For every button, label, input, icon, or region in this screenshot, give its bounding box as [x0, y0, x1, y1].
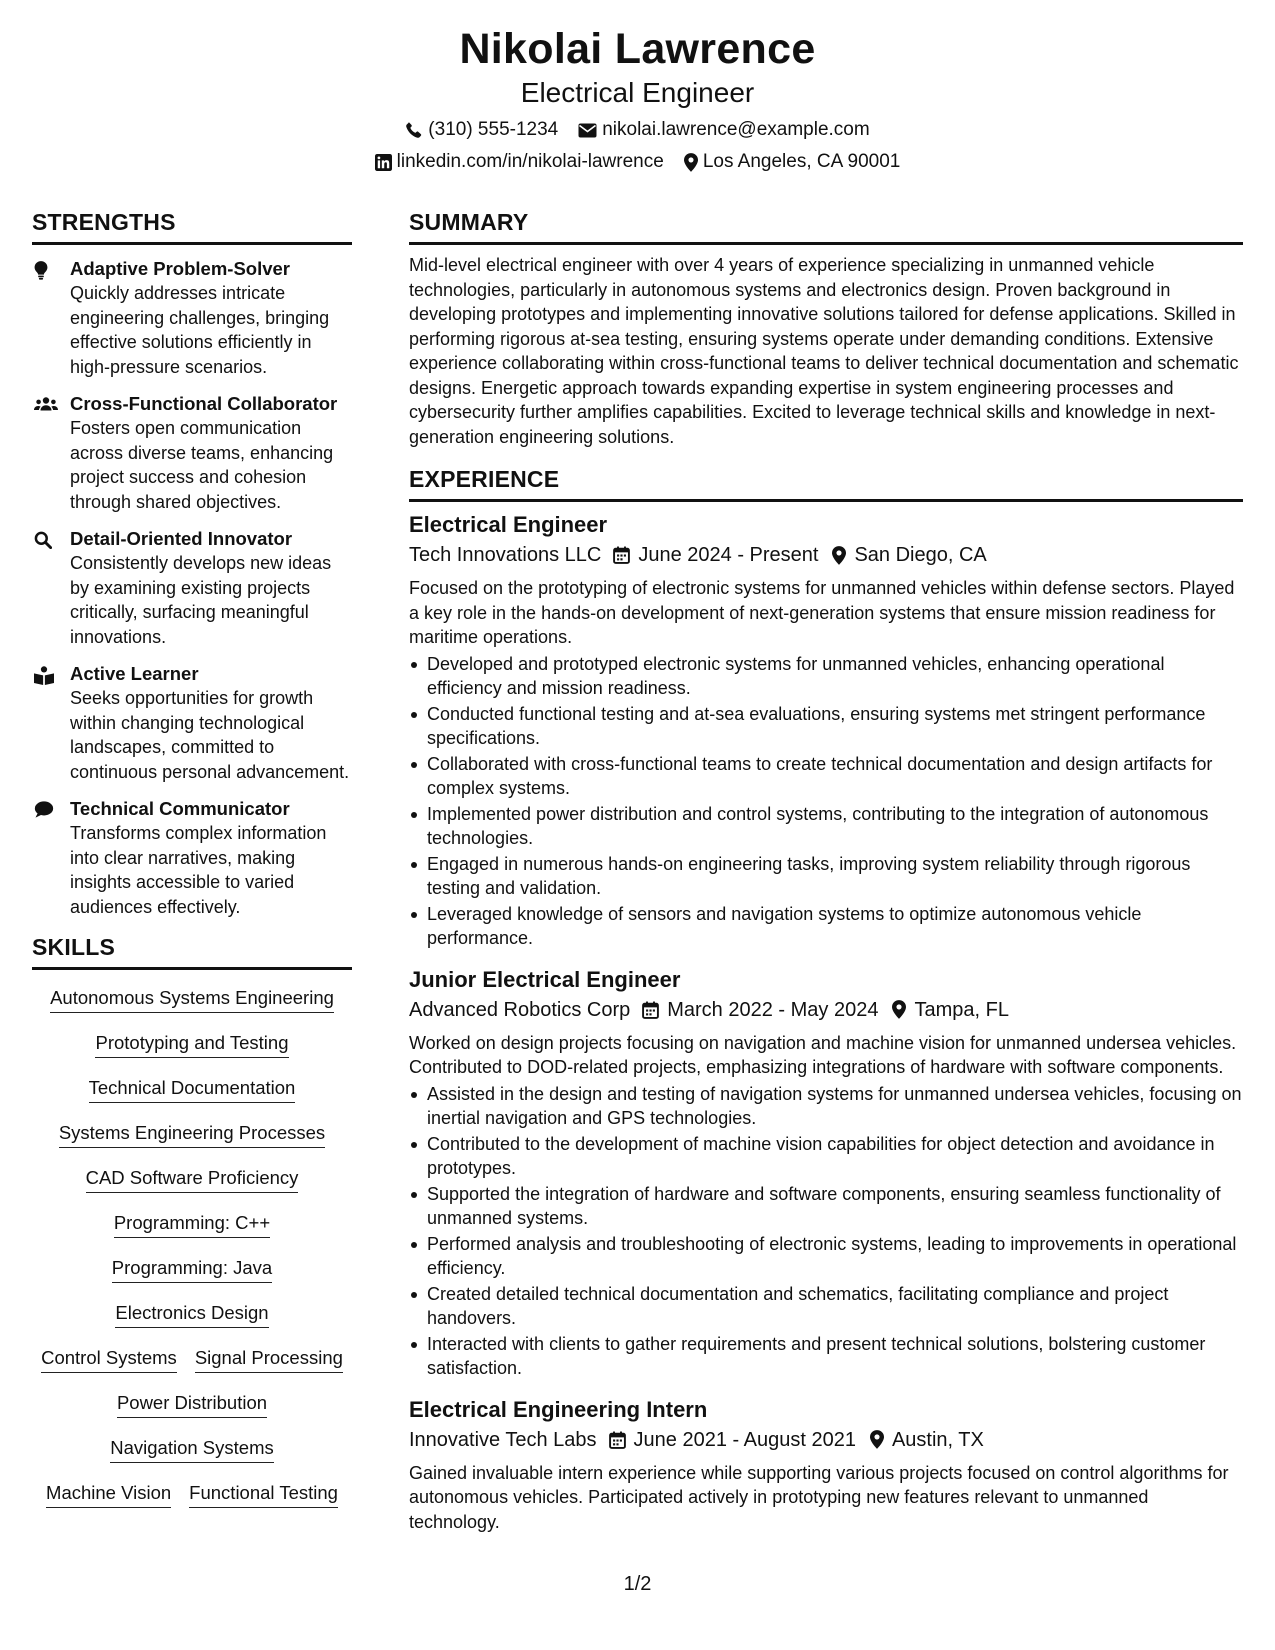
- book-reader-icon: [32, 662, 70, 690]
- skill-row: [32, 1293, 352, 1338]
- job-meta: [409, 996, 1243, 1024]
- strength-title: Adaptive Problem-Solver: [70, 258, 291, 279]
- skill-tag: Functional Testing: [189, 1481, 338, 1508]
- strength-title: Detail-Oriented Innovator: [70, 528, 293, 549]
- job-location: Austin, TX: [891, 1428, 984, 1451]
- job-bullet: Supported the integration of hardware and software components, ensuring seamless functionality of unmanned systems.: [409, 1182, 1243, 1231]
- phone-icon: [405, 121, 423, 139]
- job-description: Worked on design projects focusing on navigation and machine vision for unmanned undersea vehicles. Contributed to DOD-related projects, emphasizing integrations of hardware with software components.: [409, 1032, 1237, 1077]
- skill-tag: Control Systems: [41, 1346, 177, 1373]
- email-contact[interactable]: [578, 118, 869, 142]
- location-contact: [684, 150, 901, 174]
- map-marker-icon: [684, 153, 698, 172]
- linkedin-contact[interactable]: [375, 150, 664, 174]
- skill-tag: CAD Software Proficiency: [86, 1166, 299, 1193]
- strength-item: [32, 797, 352, 919]
- job-bullet: Conducted functional testing and at-sea evaluations, ensuring systems met stringent performance specifications.: [409, 702, 1243, 751]
- candidate-title: Electrical Engineer: [520, 77, 755, 108]
- job-company: Advanced Robotics Corp: [409, 998, 631, 1021]
- skill-row: [32, 1383, 352, 1428]
- summary-heading: SUMMARY: [409, 208, 1243, 245]
- job-bullet: Created detailed technical documentation and schematics, facilitating compliance and project handovers.: [409, 1282, 1243, 1331]
- skill-tag: Programming: Java: [112, 1256, 272, 1283]
- contact-row-2: [0, 150, 1275, 174]
- calendar-icon: [609, 1431, 626, 1449]
- skill-tag: Technical Documentation: [89, 1076, 296, 1103]
- email-text[interactable]: nikolai.lawrence@example.com: [602, 119, 870, 140]
- job-bullet: Performed analysis and troubleshooting of electronic systems, leading to improvements in operational efficiency.: [409, 1232, 1243, 1281]
- strength-desc: Fosters open communication across diverse teams, enhancing project success and cohesion through shared objectives.: [70, 418, 334, 512]
- job-dates: June 2024 - Present: [638, 544, 819, 566]
- linkedin-text[interactable]: linkedin.com/in/nikolai-lawrence: [396, 151, 664, 172]
- skill-row: [32, 1428, 352, 1473]
- strength-desc: Transforms complex information into clear narratives, making insights accessible to varied audiences effectively.: [70, 823, 327, 917]
- job-dates: June 2021 - August 2021: [633, 1428, 856, 1451]
- envelope-icon: [578, 123, 597, 138]
- skill-row: [32, 1473, 352, 1518]
- experience-heading: EXPERIENCE: [409, 465, 1243, 502]
- strength-item: [32, 392, 352, 514]
- job-meta: [409, 1426, 1243, 1454]
- skill-tag: Signal Processing: [195, 1346, 343, 1373]
- summary-text: Mid-level electrical engineer with over 4 years of experience specializing in unmanned vehicle technologies, particularly in autonomous systems and electronics design. Proven background in developing prototypes and implementing innovative solutions tailored for defense applications. Skilled in performing rigorous at-sea testing, ensuring systems operate under demanding conditions. Extensive experience collaborating within cross-functional teams to deliver technical documentation and schematic designs. Energetic approach towards expanding expertise in system engineering processes and cybersecurity further amplifies capabilities. Excited to leverage technical skills and knowledge in next-generation engineering solutions.: [409, 255, 1239, 447]
- comment-icon: [32, 797, 70, 823]
- strength-desc: Seeks opportunities for growth within changing technological landscapes, committed to continuous personal advancement.: [70, 688, 350, 782]
- job-bullet: Collaborated with cross-functional teams to create technical documentation and design artifacts for complex systems.: [409, 752, 1243, 801]
- phone-text: (310) 555-1234: [428, 119, 559, 140]
- job-meta: [409, 541, 1243, 569]
- job-bullets: [409, 1082, 1243, 1381]
- skills-list: [32, 978, 352, 1518]
- job-company: Innovative Tech Labs: [409, 1428, 597, 1451]
- skill-tag: Prototyping and Testing: [95, 1031, 288, 1058]
- strength-title: Active Learner: [70, 663, 199, 684]
- skill-tag: Machine Vision: [46, 1481, 171, 1508]
- skill-row: [32, 1248, 352, 1293]
- map-marker-icon: [832, 546, 846, 565]
- job-company: Tech Innovations LLC: [409, 544, 602, 566]
- calendar-icon: [613, 546, 630, 564]
- lightbulb-icon: [32, 257, 70, 285]
- map-marker-icon: [892, 1000, 906, 1019]
- job-title: Junior Electrical Engineer: [409, 966, 681, 992]
- skill-row: [32, 1068, 352, 1113]
- left-column: [32, 208, 352, 1518]
- contact-row-1: [0, 118, 1275, 142]
- job-bullet: Interacted with clients to gather requirements and present technical solutions, bolstering customer satisfaction.: [409, 1332, 1243, 1381]
- strength-title: Technical Communicator: [70, 798, 290, 819]
- job-bullet: Developed and prototyped electronic systems for unmanned vehicles, enhancing operational efficiency and mission readiness.: [409, 652, 1243, 701]
- skill-row: [32, 1158, 352, 1203]
- job-bullets: [409, 652, 1243, 951]
- skill-row: [32, 1203, 352, 1248]
- map-marker-icon: [870, 1430, 884, 1449]
- job-bullet: Engaged in numerous hands-on engineering tasks, improving system reliability through rigorous testing and validation.: [409, 852, 1243, 901]
- search-icon: [32, 527, 70, 554]
- strength-title: Cross-Functional Collaborator: [70, 393, 338, 414]
- skill-tag: Navigation Systems: [110, 1436, 273, 1463]
- users-icon: [32, 392, 70, 418]
- location-text: Los Angeles, CA 90001: [702, 151, 901, 172]
- skill-tag: Autonomous Systems Engineering: [50, 986, 334, 1013]
- job-entry: [409, 510, 1243, 951]
- skill-tag: Programming: C++: [114, 1211, 270, 1238]
- strength-item: [32, 527, 352, 649]
- job-bullet: Assisted in the design and testing of navigation systems for unmanned undersea vehicles, focusing on inertial navigation and GPS technologies.: [409, 1082, 1243, 1131]
- job-bullet: Contributed to the development of machine vision capabilities for object detection and avoidance in prototypes.: [409, 1132, 1243, 1181]
- job-location: Tampa, FL: [914, 998, 1009, 1021]
- job-entry: [409, 965, 1243, 1381]
- linkedin-icon: [375, 154, 392, 171]
- job-location: San Diego, CA: [854, 544, 987, 566]
- job-title: Electrical Engineering Intern: [409, 1396, 708, 1422]
- job-dates: March 2022 - May 2024: [667, 998, 879, 1021]
- candidate-name: Nikolai Lawrence: [459, 25, 816, 73]
- skill-row: [32, 978, 352, 1023]
- strength-item: [32, 257, 352, 379]
- skill-row: [32, 1338, 352, 1383]
- job-title: Electrical Engineer: [409, 512, 608, 537]
- job-entry: [409, 1395, 1243, 1535]
- calendar-icon: [642, 1001, 659, 1019]
- strength-desc: Consistently develops new ideas by examining existing projects critically, surfacing meaningful innovations.: [70, 553, 332, 647]
- skills-heading: SKILLS: [32, 933, 352, 970]
- skill-row: [32, 1023, 352, 1068]
- skill-tag: Systems Engineering Processes: [59, 1121, 325, 1148]
- phone-contact: [405, 118, 558, 142]
- strength-desc: Quickly addresses intricate engineering challenges, bringing effective solutions efficiently in high-pressure scenarios.: [70, 283, 330, 377]
- skill-tag: Power Distribution: [117, 1391, 267, 1418]
- right-column: [409, 208, 1243, 1534]
- strengths-list: [32, 257, 352, 919]
- page-number: 1/2: [623, 1573, 652, 1595]
- job-description: Focused on the prototyping of electronic systems for unmanned vehicles within defense sectors. Played a key role in the hands-on development of next-generation systems that ensure mission readiness for maritime operations.: [409, 578, 1235, 647]
- skill-tag: Electronics Design: [115, 1301, 268, 1328]
- job-bullet: Leveraged knowledge of sensors and navigation systems to optimize autonomous vehicle performance.: [409, 902, 1243, 951]
- strengths-heading: STRENGTHS: [32, 208, 352, 245]
- job-description: Gained invaluable intern experience while supporting various projects focused on control algorithms for autonomous vehicles. Participated actively in prototyping new features relevant to unmanned technology.: [409, 1462, 1229, 1532]
- strength-item: [32, 662, 352, 784]
- skill-row: [32, 1113, 352, 1158]
- resume-header: [0, 22, 1275, 174]
- job-bullet: Implemented power distribution and control systems, contributing to the integration of autonomous technologies.: [409, 802, 1243, 851]
